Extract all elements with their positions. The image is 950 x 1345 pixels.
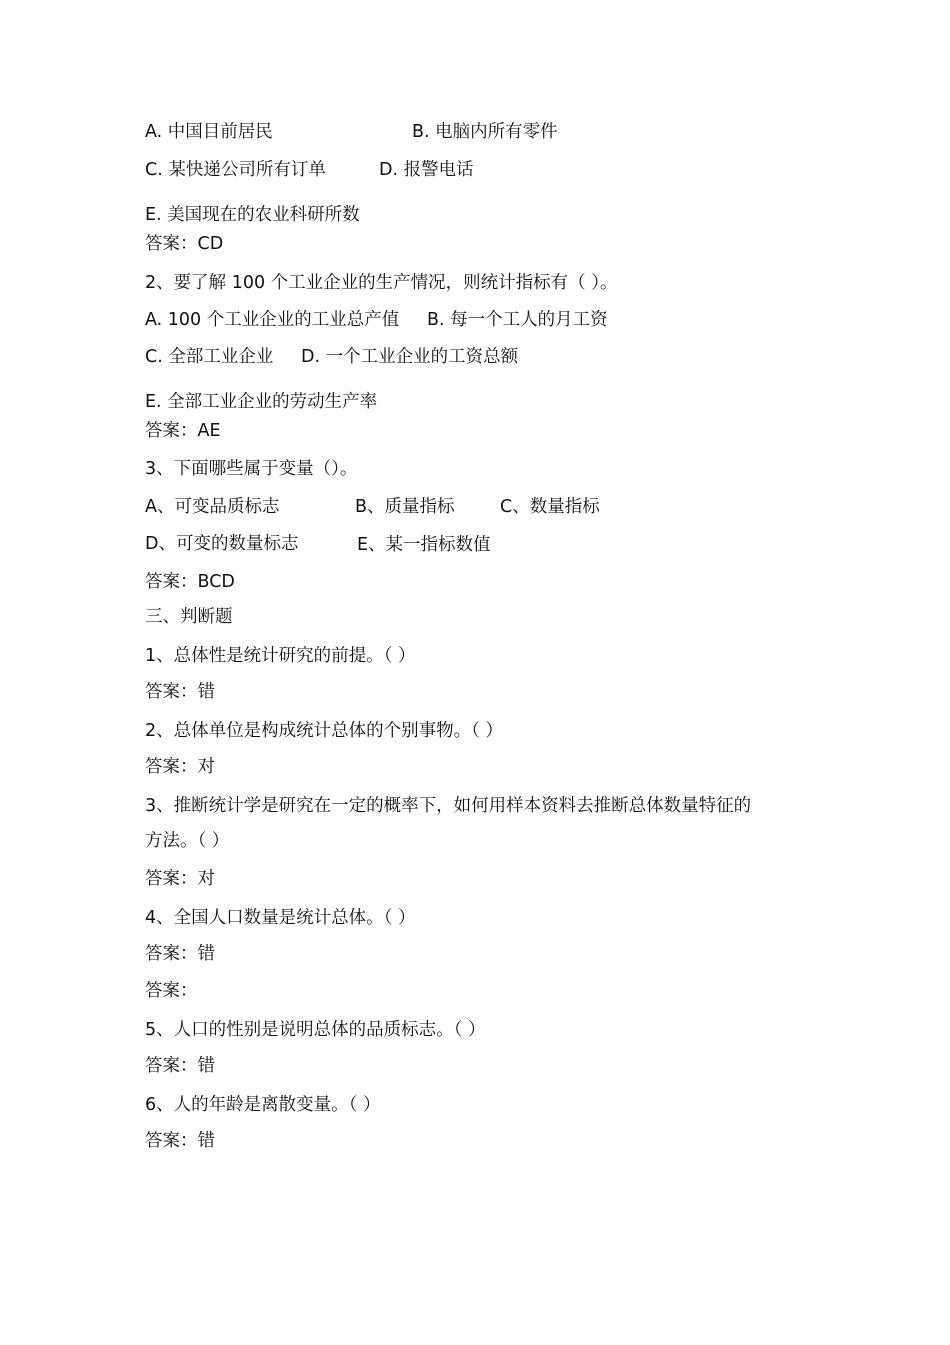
- section-heading: 三、判断题: [145, 607, 233, 627]
- q3-question: 3、下面哪些属于变量（）。: [145, 459, 358, 479]
- q1-option-a: A. 中国目前居民: [145, 122, 273, 142]
- q3-option-b: B、质量指标: [355, 497, 455, 517]
- judge-answer-3: 答案：对: [145, 869, 215, 889]
- q2-option-c: C. 全部工业企业: [145, 347, 274, 367]
- q3-option-a: A、可变品质标志: [145, 497, 280, 517]
- q2-question: 2、要了解 100 个工业企业的生产情况，则统计指标有（ ）。: [145, 273, 618, 293]
- q3-option-d: D、可变的数量标志: [145, 534, 299, 554]
- q1-option-d: D. 报警电话: [379, 160, 474, 180]
- q3-option-c: C、数量指标: [500, 497, 600, 517]
- q2-option-d: D. 一个工业企业的工资总额: [301, 347, 519, 367]
- q2-option-e: E. 全部工业企业的劳动生产率: [145, 392, 378, 412]
- q2-option-a: A. 100 个工业企业的工业总产值: [145, 310, 400, 330]
- judge-question-3-line1: 3、推断统计学是研究在一定的概率下，如何用样本资料去推断总体数量特征的: [145, 796, 752, 816]
- q2-answer: 答案：AE: [145, 421, 221, 441]
- judge-question-3-line2: 方法。（ ）: [145, 831, 230, 851]
- q1-option-b: B. 电脑内所有零件: [412, 122, 558, 142]
- judge-answer-4: 答案：错: [145, 944, 215, 964]
- judge-answer-6: 答案：错: [145, 1131, 215, 1151]
- q1-option-c: C. 某快递公司所有订单: [145, 160, 326, 180]
- judge-answer-4-extra: 答案：: [145, 981, 198, 1001]
- judge-answer-2: 答案：对: [145, 757, 215, 777]
- judge-question-6: 6、人的年龄是离散变量。（ ）: [145, 1095, 381, 1115]
- q1-option-e: E. 美国现在的农业科研所数: [145, 205, 360, 225]
- judge-answer-1: 答案：错: [145, 682, 215, 702]
- judge-answer-5: 答案：错: [145, 1056, 215, 1076]
- judge-question-2: 2、总体单位是构成统计总体的个别事物。（ ）: [145, 721, 503, 741]
- q3-answer: 答案：BCD: [145, 572, 235, 592]
- q2-option-b: B. 每一个工人的月工资: [427, 310, 608, 330]
- judge-question-5: 5、人口的性别是说明总体的品质标志。（ ）: [145, 1020, 486, 1040]
- q3-option-e: E、某一指标数值: [357, 535, 491, 555]
- judge-question-1: 1、总体性是统计研究的前提。（ ）: [145, 646, 416, 666]
- judge-question-4: 4、全国人口数量是统计总体。（ ）: [145, 908, 416, 928]
- q1-answer: 答案：CD: [145, 234, 224, 254]
